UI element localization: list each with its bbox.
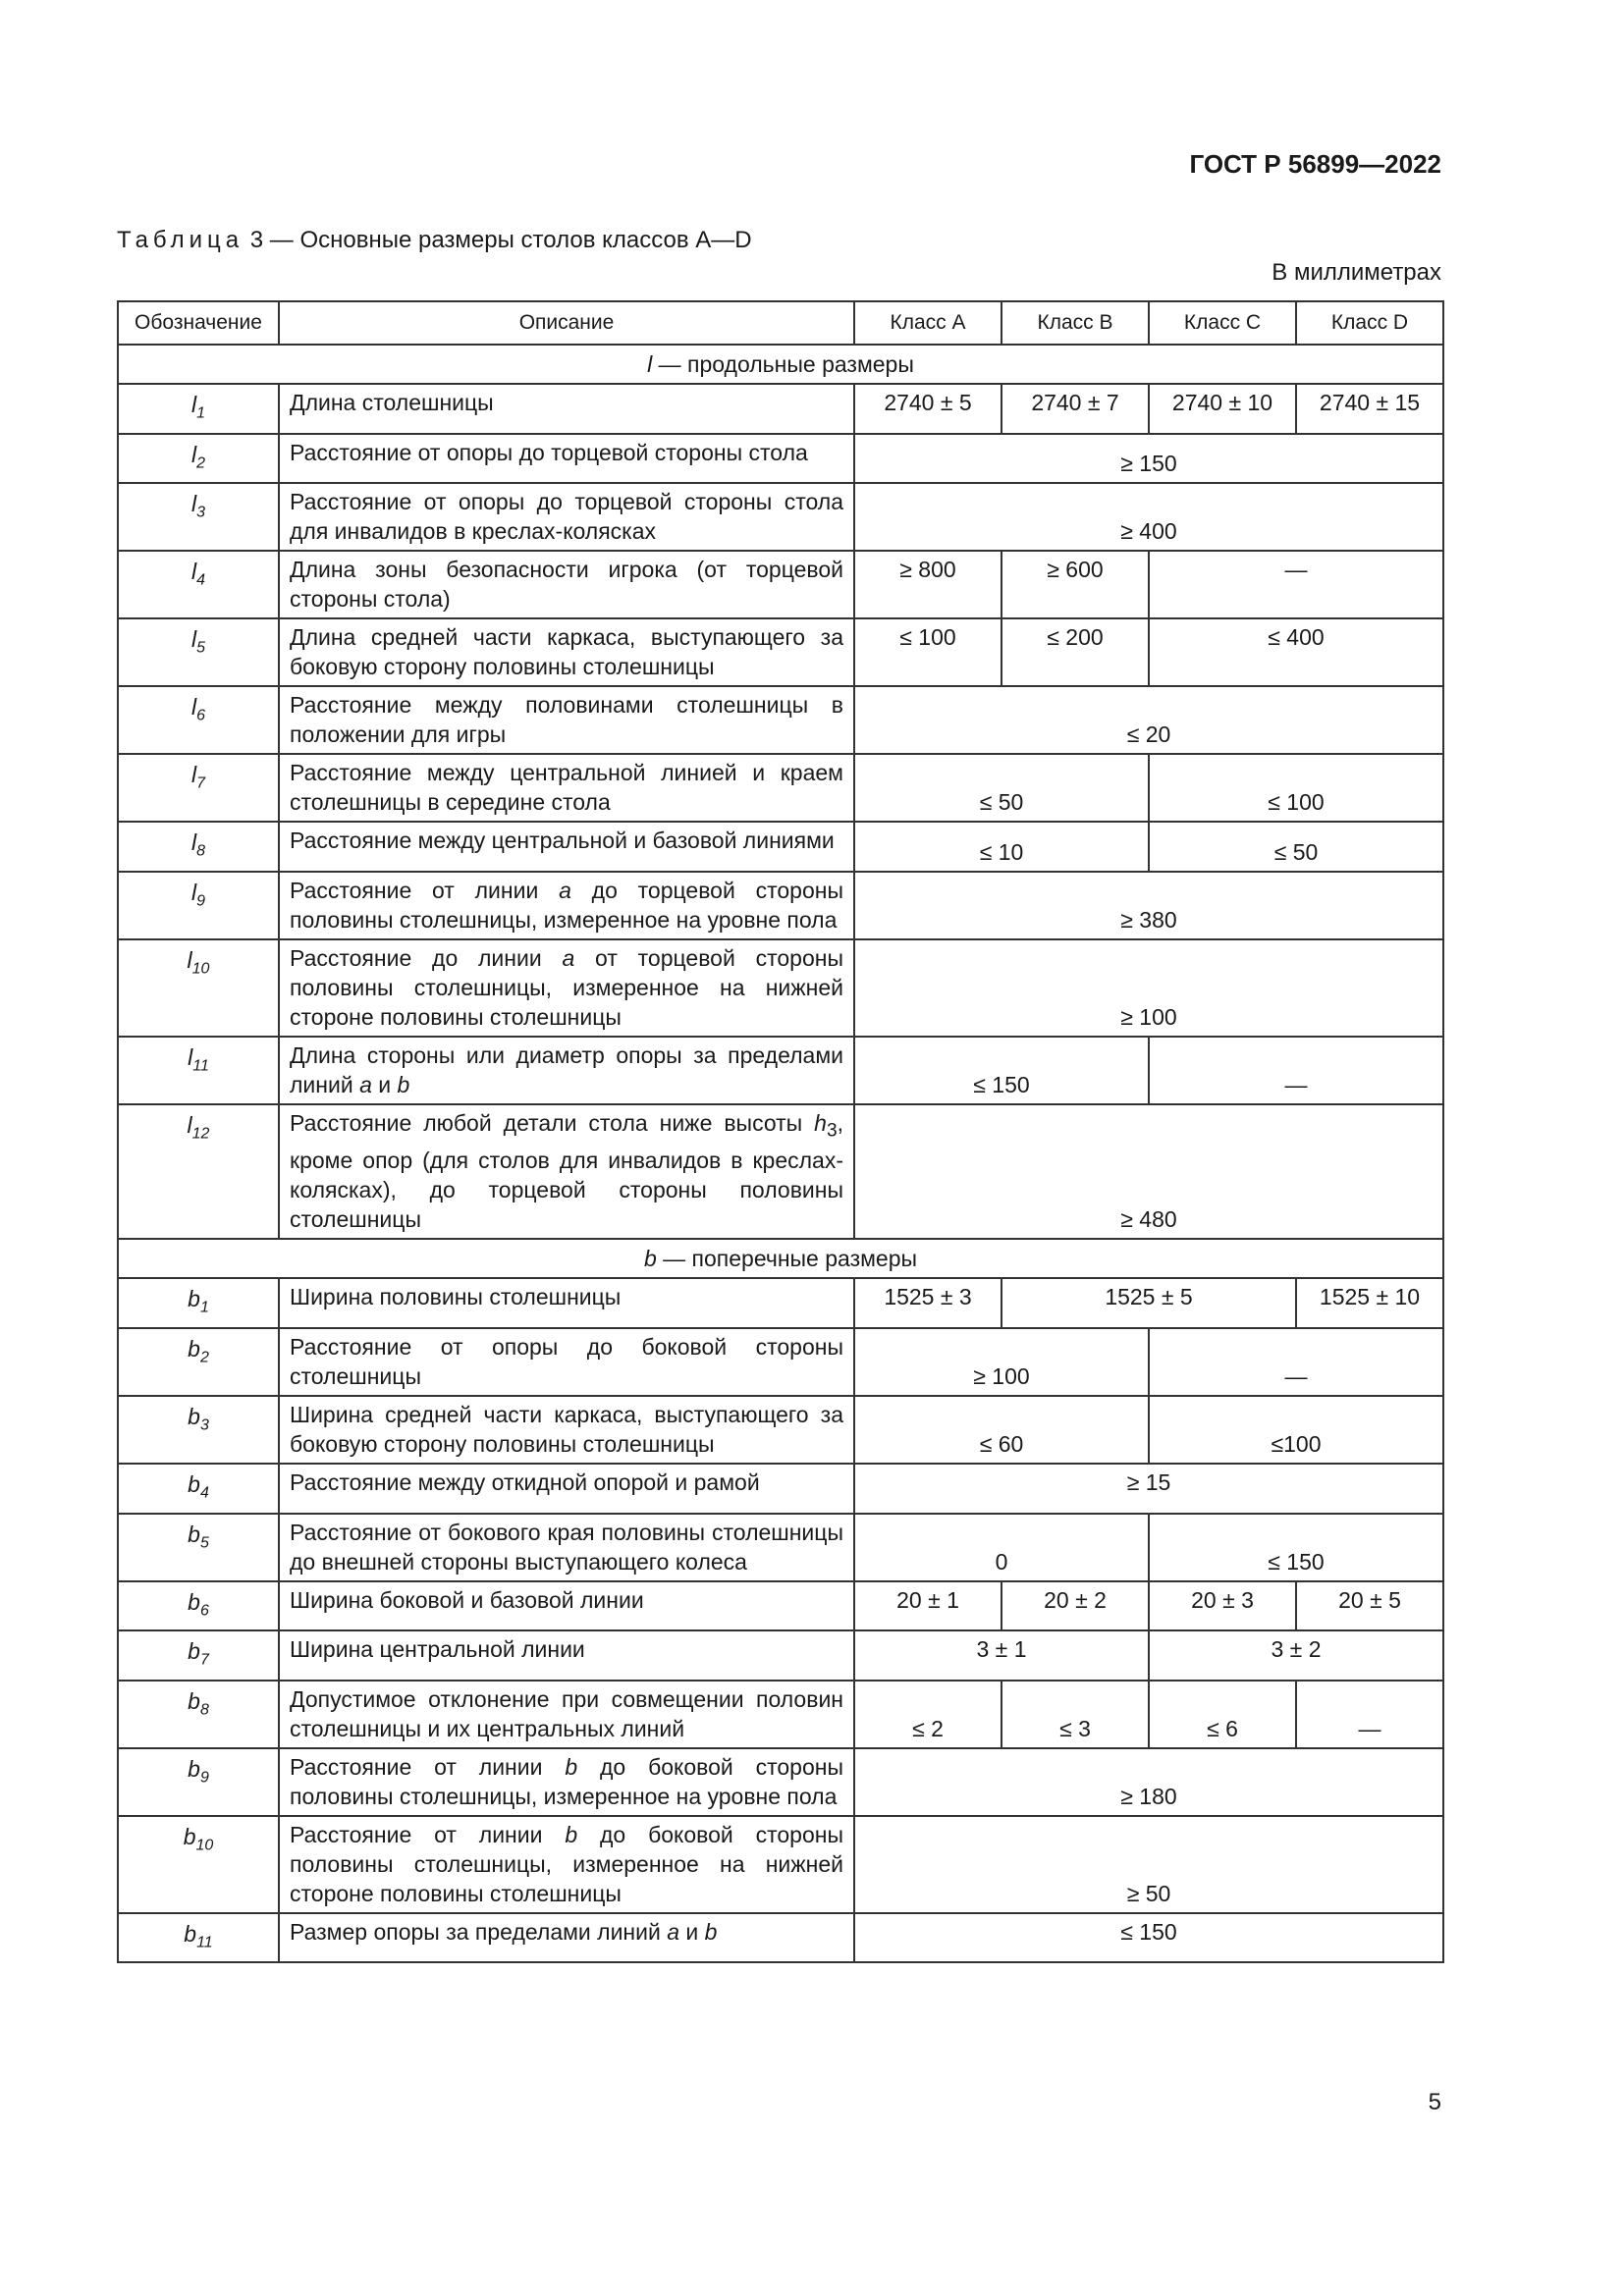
row-value: ≤ 100: [1149, 754, 1443, 822]
row-description: Расстояние между центральной и базовой линиями: [279, 822, 854, 872]
table-row: [118, 384, 1443, 434]
row-value: ≤ 2: [854, 1681, 1001, 1748]
row-description: Длина средней части каркаса, выступающего за боковую сторону половины столешницы: [279, 618, 854, 686]
row-symbol: $b_1$: [118, 1278, 279, 1328]
table-row: [118, 618, 1443, 686]
row-symbol: $l_8$: [118, 822, 279, 872]
row-symbol: $l_7$: [118, 754, 279, 822]
row-symbol: $l_5$: [118, 618, 279, 686]
row-symbol: $l_{11}$: [118, 1037, 279, 1104]
row-value: ≥ 800: [854, 551, 1001, 618]
row-description: Расстояние от опоры до торцевой стороны стола для инвалидов в креслах-колясках: [279, 483, 854, 551]
section-row-transverse: [118, 1239, 1443, 1278]
row-value: 20 ± 1: [854, 1581, 1001, 1631]
row-value: ≤ 3: [1001, 1681, 1149, 1748]
row-description: Расстояние до линии a от торцевой стороны половины столешницы, измеренное на нижней стороне половины столешницы: [279, 939, 854, 1037]
section-label: l — продольные размеры: [118, 345, 1443, 384]
row-symbol: $l_{12}$: [118, 1104, 279, 1240]
row-value: ≥ 480: [854, 1104, 1443, 1240]
table-row: [118, 1328, 1443, 1396]
section-label: b — поперечные размеры: [118, 1239, 1443, 1278]
row-value: 3 ± 1: [854, 1630, 1149, 1681]
row-description: Ширина боковой и базовой линии: [279, 1581, 854, 1631]
row-symbol: $l_4$: [118, 551, 279, 618]
row-value: 2740 ± 10: [1149, 384, 1296, 434]
row-value: 0: [854, 1514, 1149, 1581]
row-value: ≤ 100: [854, 618, 1001, 686]
table-row: [118, 434, 1443, 484]
row-description: Длина столешницы: [279, 384, 854, 434]
row-value: 20 ± 2: [1001, 1581, 1149, 1631]
table-row: [118, 1681, 1443, 1748]
column-header: Обозначение: [118, 301, 279, 345]
row-value: ≤ 150: [1149, 1514, 1443, 1581]
row-value: ≤ 60: [854, 1396, 1149, 1464]
row-description: Расстояние от опоры до торцевой стороны стола: [279, 434, 854, 484]
row-value: ≤ 20: [854, 686, 1443, 754]
page-number: 5: [1428, 2089, 1441, 2115]
row-symbol: $l_{10}$: [118, 939, 279, 1037]
row-symbol: $l_2$: [118, 434, 279, 484]
row-value: 2740 ± 7: [1001, 384, 1149, 434]
row-value: ≥ 380: [854, 872, 1443, 939]
row-value: 2740 ± 5: [854, 384, 1001, 434]
row-value: 20 ± 3: [1149, 1581, 1296, 1631]
table-row: [118, 1037, 1443, 1104]
row-symbol: $b_6$: [118, 1581, 279, 1631]
row-value: ≤ 150: [854, 1037, 1149, 1104]
table-row: [118, 1278, 1443, 1328]
row-description: Расстояние между половинами столешницы в положении для игры: [279, 686, 854, 754]
row-description: Ширина средней части каркаса, выступающего за боковую сторону половины столешницы: [279, 1396, 854, 1464]
table-row: [118, 822, 1443, 872]
row-value: ≤100: [1149, 1396, 1443, 1464]
row-symbol: $b_9$: [118, 1748, 279, 1816]
row-value: ≥ 100: [854, 939, 1443, 1037]
row-value: 1525 ± 5: [1001, 1278, 1296, 1328]
row-description: Расстояние от бокового края половины столешницы до внешней стороны выступающего колеса: [279, 1514, 854, 1581]
row-description: Ширина центральной линии: [279, 1630, 854, 1681]
row-value: 2740 ± 15: [1296, 384, 1443, 434]
row-value: ≥ 600: [1001, 551, 1149, 618]
row-value: ≤ 10: [854, 822, 1149, 872]
table-row: [118, 1514, 1443, 1581]
section-row-longitudinal: [118, 345, 1443, 384]
row-symbol: $b_4$: [118, 1464, 279, 1514]
row-description: Расстояние от линии a до торцевой стороны половины столешницы, измеренное на уровне пола: [279, 872, 854, 939]
row-description: Допустимое отклонение при совмещении половин столешницы и их центральных линий: [279, 1681, 854, 1748]
row-value: ≥ 180: [854, 1748, 1443, 1816]
table-row: [118, 872, 1443, 939]
table-header-row: [118, 301, 1443, 345]
table-row: [118, 1913, 1443, 1963]
row-description: Ширина половины столешницы: [279, 1278, 854, 1328]
column-header: Класс C: [1149, 301, 1296, 345]
row-description: Расстояние от линии b до боковой стороны половины столешницы, измеренное на уровне пола: [279, 1748, 854, 1816]
column-header: Описание: [279, 301, 854, 345]
table-row: [118, 754, 1443, 822]
row-symbol: $l_6$: [118, 686, 279, 754]
row-value: ≤ 150: [854, 1913, 1443, 1963]
table-row: [118, 1464, 1443, 1514]
row-description: Расстояние от линии b до боковой стороны половины столешницы, измеренное на нижней стороне половины столешницы: [279, 1816, 854, 1913]
table-row: [118, 1630, 1443, 1681]
row-symbol: $l_9$: [118, 872, 279, 939]
row-symbol: $l_3$: [118, 483, 279, 551]
row-value: —: [1149, 1037, 1443, 1104]
row-value: ≤ 400: [1149, 618, 1443, 686]
row-value: ≤ 6: [1149, 1681, 1296, 1748]
row-description: Расстояние любой детали стола ниже высоты $h_3$, кроме опор (для столов для инвалидов в креслах-колясках), до торцевой стороны половины столешницы: [279, 1104, 854, 1240]
table-row: [118, 483, 1443, 551]
row-value: ≤ 50: [854, 754, 1149, 822]
table-row: [118, 686, 1443, 754]
table-row: [118, 1104, 1443, 1240]
dimensions-table: [117, 300, 1444, 1963]
row-value: ≤ 200: [1001, 618, 1149, 686]
row-value: ≥ 15: [854, 1464, 1443, 1514]
row-value: —: [1149, 1328, 1443, 1396]
units-note: В миллиметрах: [1272, 259, 1441, 286]
table-row: [118, 551, 1443, 618]
row-symbol: $b_2$: [118, 1328, 279, 1396]
document-code: ГОСТ Р 56899—2022: [1189, 149, 1441, 179]
row-symbol: $b_3$: [118, 1396, 279, 1464]
row-symbol: $b_8$: [118, 1681, 279, 1748]
row-value: 1525 ± 10: [1296, 1278, 1443, 1328]
row-value: 20 ± 5: [1296, 1581, 1443, 1631]
row-description: Длина стороны или диаметр опоры за пределами линий a и b: [279, 1037, 854, 1104]
row-description: Длина зоны безопасности игрока (от торцевой стороны стола): [279, 551, 854, 618]
row-value: 3 ± 2: [1149, 1630, 1443, 1681]
row-value: ≤ 50: [1149, 822, 1443, 872]
table-row: [118, 939, 1443, 1037]
row-symbol: $b_5$: [118, 1514, 279, 1581]
column-header: Класс B: [1001, 301, 1149, 345]
row-value: ≥ 50: [854, 1816, 1443, 1913]
table-row: [118, 1748, 1443, 1816]
table-row: [118, 1396, 1443, 1464]
row-value: 1525 ± 3: [854, 1278, 1001, 1328]
row-description: Расстояние от опоры до боковой стороны столешницы: [279, 1328, 854, 1396]
row-value: —: [1296, 1681, 1443, 1748]
row-description: Размер опоры за пределами линий a и b: [279, 1913, 854, 1963]
table-row: [118, 1581, 1443, 1631]
table-caption-text: 3 — Основные размеры столов классов A—D: [249, 227, 752, 253]
row-symbol: $l_1$: [118, 384, 279, 434]
table-row: [118, 1816, 1443, 1913]
row-value: ≥ 100: [854, 1328, 1149, 1396]
row-value: —: [1149, 551, 1443, 618]
table-caption-prefix: Таблица: [117, 227, 244, 253]
table-caption: [117, 227, 752, 254]
column-header: Класс D: [1296, 301, 1443, 345]
row-symbol: $b_{11}$: [118, 1913, 279, 1963]
row-description: Расстояние между откидной опорой и рамой: [279, 1464, 854, 1514]
row-value: ≥ 400: [854, 483, 1443, 551]
row-symbol: $b_{10}$: [118, 1816, 279, 1913]
row-description: Расстояние между центральной линией и краем столешницы в середине стола: [279, 754, 854, 822]
row-value: ≥ 150: [854, 434, 1443, 484]
row-symbol: $b_7$: [118, 1630, 279, 1681]
column-header: Класс A: [854, 301, 1001, 345]
